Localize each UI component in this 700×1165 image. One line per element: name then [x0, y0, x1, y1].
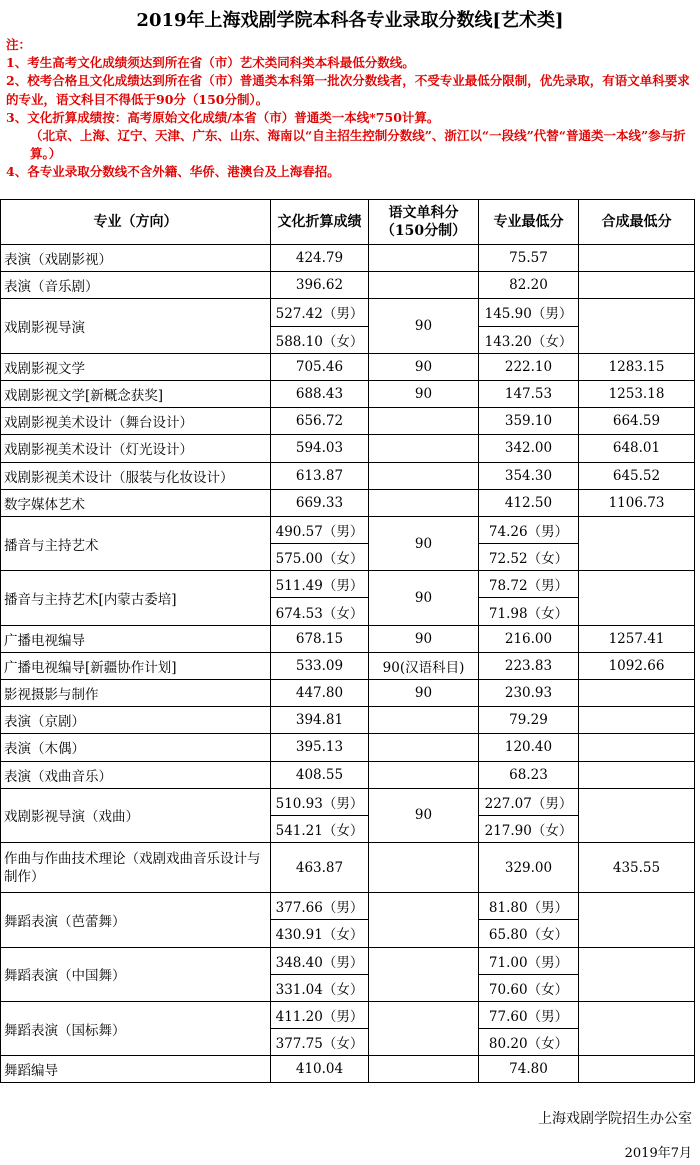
- major-min: 223.83: [479, 652, 579, 679]
- chinese-score: 90(汉语科目): [369, 652, 479, 679]
- chinese-score: [369, 462, 479, 489]
- table-row: [1, 272, 695, 299]
- combined-min: [579, 299, 695, 353]
- chinese-score: [369, 408, 479, 435]
- note-line: 3、文化折算成绩按：高考原始文化成绩/本省（市）普通类一本线*750计算。: [6, 109, 440, 125]
- major-name: 数字媒体艺术: [1, 489, 271, 516]
- culture-score-female: 377.75（女）: [271, 1029, 369, 1056]
- major-min-male: 78.72（男）: [479, 571, 579, 598]
- chinese-score: [369, 734, 479, 761]
- major-min: 79.29: [479, 707, 579, 734]
- major-min-female: 80.20（女）: [479, 1029, 579, 1056]
- chinese-score: [369, 245, 479, 272]
- combined-min: [579, 1056, 695, 1083]
- combined-min: [579, 516, 695, 570]
- combined-min: 1283.15: [579, 353, 695, 380]
- table-row: [1, 408, 695, 435]
- combined-min: [579, 893, 695, 947]
- note-line: 2、校考合格且文化成绩达到所在省（市）普通类本科第一批次分数线者，不受专业最低分限制，优先录取，有语文单科要求的专业，语文科目不得低于90分（150分制）。: [6, 73, 690, 107]
- chinese-score: 90: [369, 680, 479, 707]
- culture-score-female: 575.00（女）: [271, 544, 369, 571]
- major-name: 作曲与作曲技术理论（戏剧戏曲音乐设计与制作）: [1, 843, 271, 893]
- chinese-score: 90: [369, 625, 479, 652]
- culture-score: 688.43: [271, 380, 369, 407]
- score-table: [0, 199, 695, 1083]
- table-row: [1, 707, 695, 734]
- combined-min: 664.59: [579, 408, 695, 435]
- major-name: 舞蹈表演（中国舞）: [1, 947, 271, 1001]
- combined-min: 1257.41: [579, 625, 695, 652]
- culture-score: 669.33: [271, 489, 369, 516]
- chinese-score: 90: [369, 353, 479, 380]
- culture-score: 424.79: [271, 245, 369, 272]
- header-culture-score: 文化折算成绩: [271, 200, 369, 245]
- chinese-score: 90: [369, 380, 479, 407]
- table-row: [1, 788, 695, 815]
- major-name: 戏剧影视导演: [1, 299, 271, 353]
- table-row: [1, 680, 695, 707]
- culture-score: 463.87: [271, 843, 369, 893]
- date: 2019年7月: [624, 1146, 692, 1161]
- culture-score-female: 331.04（女）: [271, 974, 369, 1001]
- culture-score-male: 411.20（男）: [271, 1001, 369, 1028]
- major-name: 舞蹈编导: [1, 1056, 271, 1083]
- combined-min: [579, 947, 695, 1001]
- major-min: 147.53: [479, 380, 579, 407]
- table-row: [1, 516, 695, 543]
- table-row: [1, 843, 695, 893]
- table-row: [1, 893, 695, 920]
- major-min-female: 72.52（女）: [479, 544, 579, 571]
- table-row: [1, 625, 695, 652]
- table-row: [1, 462, 695, 489]
- major-min: 354.30: [479, 462, 579, 489]
- page: [0, 6, 700, 1165]
- major-name: 表演（戏剧影视）: [1, 245, 271, 272]
- table-row: [1, 571, 695, 598]
- culture-score: 395.13: [271, 734, 369, 761]
- major-min: 342.00: [479, 435, 579, 462]
- table-row: [1, 652, 695, 679]
- major-name: 表演（木偶）: [1, 734, 271, 761]
- table-row: [1, 947, 695, 974]
- combined-min: 1092.66: [579, 652, 695, 679]
- major-min: 329.00: [479, 843, 579, 893]
- table-header-row: [1, 200, 695, 245]
- header-chinese-score: [369, 200, 479, 245]
- table-row: [1, 761, 695, 788]
- major-min-male: 77.60（男）: [479, 1001, 579, 1028]
- chinese-score: [369, 1001, 479, 1055]
- major-min-male: 227.07（男）: [479, 788, 579, 815]
- major-name: 播音与主持艺术[内蒙古委培]: [1, 571, 271, 625]
- table-row: [1, 353, 695, 380]
- major-name: 戏剧影视文学: [1, 353, 271, 380]
- page-title: 2019年上海戏剧学院本科各专业录取分数线[艺术类]: [136, 10, 564, 31]
- major-min-female: 217.90（女）: [479, 815, 579, 842]
- header-combined-min: 合成最低分: [579, 200, 695, 245]
- table-row: [1, 1001, 695, 1028]
- major-min: 82.20: [479, 272, 579, 299]
- culture-score: 678.15: [271, 625, 369, 652]
- signature: 上海戏剧学院招生办公室: [538, 1111, 692, 1127]
- culture-score: 408.55: [271, 761, 369, 788]
- culture-score: 705.46: [271, 353, 369, 380]
- chinese-score: [369, 893, 479, 947]
- major-name: 广播电视编导[新疆协作计划]: [1, 652, 271, 679]
- major-min-female: 65.80（女）: [479, 920, 579, 947]
- major-min: 75.57: [479, 245, 579, 272]
- culture-score: 410.04: [271, 1056, 369, 1083]
- combined-min: 648.01: [579, 435, 695, 462]
- chinese-score: [369, 707, 479, 734]
- major-name: 表演（音乐剧）: [1, 272, 271, 299]
- combined-min: [579, 245, 695, 272]
- table-row: [1, 245, 695, 272]
- major-name: 戏剧影视文学[新概念获奖]: [1, 380, 271, 407]
- major-name: 戏剧影视美术设计（灯光设计）: [1, 435, 271, 462]
- culture-score-female: 430.91（女）: [271, 920, 369, 947]
- chinese-score: [369, 761, 479, 788]
- header-major: 专业（方向）: [1, 200, 271, 245]
- chinese-score: 90: [369, 516, 479, 570]
- major-name: 播音与主持艺术: [1, 516, 271, 570]
- culture-score: 447.80: [271, 680, 369, 707]
- chinese-score: [369, 435, 479, 462]
- chinese-score: 90: [369, 571, 479, 625]
- combined-min: [579, 734, 695, 761]
- culture-score: 396.62: [271, 272, 369, 299]
- culture-score-male: 527.42（男）: [271, 299, 369, 326]
- chinese-score: [369, 843, 479, 893]
- chinese-score: [369, 947, 479, 1001]
- culture-score-male: 377.66（男）: [271, 893, 369, 920]
- combined-min: [579, 788, 695, 842]
- combined-min: 645.52: [579, 462, 695, 489]
- table-row: [1, 299, 695, 326]
- major-name: 戏剧影视美术设计（舞台设计）: [1, 408, 271, 435]
- major-name: 广播电视编导: [1, 625, 271, 652]
- major-min: 222.10: [479, 353, 579, 380]
- note-line: （北京、上海、辽宁、天津、广东、山东、海南以“自主招生控制分数线”、浙江以“一段线”代替“普通类一本线”参与折算。）: [30, 128, 686, 162]
- table-row: [1, 489, 695, 516]
- major-min-female: 143.20（女）: [479, 326, 579, 353]
- table-row: [1, 734, 695, 761]
- major-min: 216.00: [479, 625, 579, 652]
- combined-min: [579, 571, 695, 625]
- note-line: 4、各专业录取分数线不含外籍、华侨、港澳台及上海春招。: [6, 164, 340, 180]
- major-min-male: 71.00（男）: [479, 947, 579, 974]
- chinese-score: 90: [369, 788, 479, 842]
- culture-score-male: 348.40（男）: [271, 947, 369, 974]
- header-major-min: 专业最低分: [479, 200, 579, 245]
- culture-score-male: 511.49（男）: [271, 571, 369, 598]
- combined-min: 1106.73: [579, 489, 695, 516]
- major-min-male: 74.26（男）: [479, 516, 579, 543]
- major-min-male: 81.80（男）: [479, 893, 579, 920]
- culture-score: 394.81: [271, 707, 369, 734]
- chinese-score: [369, 489, 479, 516]
- combined-min: [579, 761, 695, 788]
- culture-score-female: 541.21（女）: [271, 815, 369, 842]
- chinese-score: 90: [369, 299, 479, 353]
- note-line: 注：: [6, 37, 32, 52]
- combined-min: [579, 272, 695, 299]
- culture-score-female: 588.10（女）: [271, 326, 369, 353]
- table-row: [1, 380, 695, 407]
- culture-score: 594.03: [271, 435, 369, 462]
- major-min-male: 145.90（男）: [479, 299, 579, 326]
- major-name: 戏剧影视美术设计（服装与化妆设计）: [1, 462, 271, 489]
- major-name: 表演（戏曲音乐）: [1, 761, 271, 788]
- culture-score: 533.09: [271, 652, 369, 679]
- table-row: [1, 1056, 695, 1083]
- major-name: 表演（京剧）: [1, 707, 271, 734]
- chinese-score: [369, 272, 479, 299]
- combined-min: [579, 680, 695, 707]
- culture-score-female: 674.53（女）: [271, 598, 369, 625]
- major-min: 412.50: [479, 489, 579, 516]
- chinese-score: [369, 1056, 479, 1083]
- culture-score-male: 490.57（男）: [271, 516, 369, 543]
- table-row: [1, 435, 695, 462]
- major-min: 74.80: [479, 1056, 579, 1083]
- major-name: 舞蹈表演（芭蕾舞）: [1, 893, 271, 947]
- culture-score: 613.87: [271, 462, 369, 489]
- notes-block: [0, 36, 700, 186]
- combined-min: 1253.18: [579, 380, 695, 407]
- major-min: 68.23: [479, 761, 579, 788]
- culture-score-male: 510.93（男）: [271, 788, 369, 815]
- combined-min: [579, 1001, 695, 1055]
- major-min-female: 70.60（女）: [479, 974, 579, 1001]
- combined-min: [579, 707, 695, 734]
- culture-score: 656.72: [271, 408, 369, 435]
- major-name: 舞蹈表演（国标舞）: [1, 1001, 271, 1055]
- major-min: 120.40: [479, 734, 579, 761]
- major-name: 影视摄影与制作: [1, 680, 271, 707]
- combined-min: 435.55: [579, 843, 695, 893]
- major-name: 戏剧影视导演（戏曲）: [1, 788, 271, 842]
- major-min: 359.10: [479, 408, 579, 435]
- major-min: 230.93: [479, 680, 579, 707]
- major-min-female: 71.98（女）: [479, 598, 579, 625]
- header-chinese-text: 语文单科分（150分制）: [380, 205, 467, 239]
- note-line: 1、考生高考文化成绩须达到所在省（市）艺术类同科类本科最低分数线。: [6, 55, 415, 71]
